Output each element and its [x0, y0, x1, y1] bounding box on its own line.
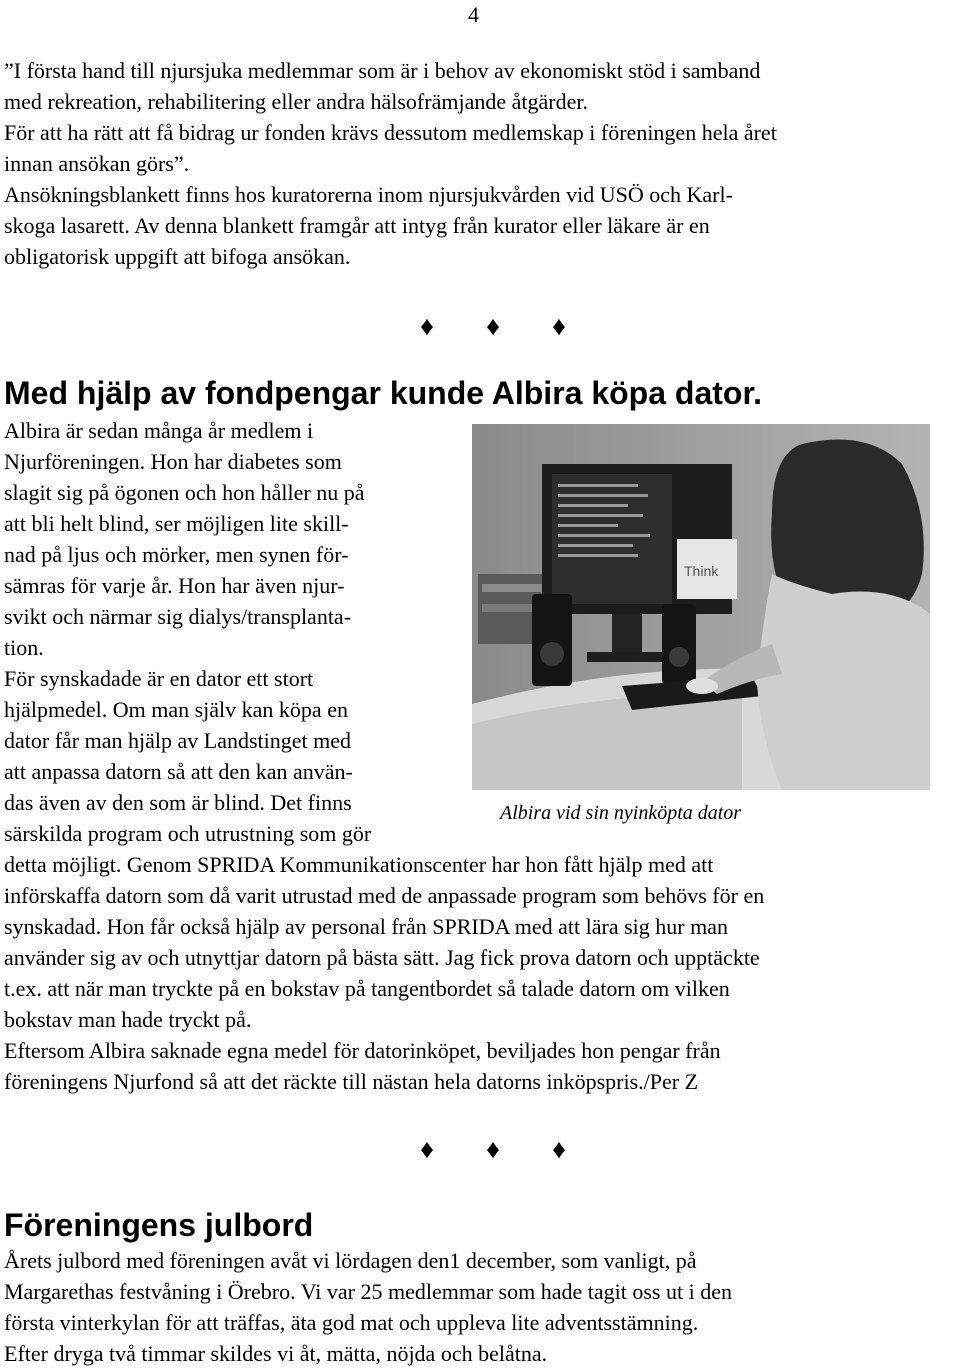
article-line: Margarethas festvåning i Örebro. Vi var 25 medlemmar som hade tagit oss ut i den [4, 1279, 732, 1304]
article-line: dator får man hjälp av Landstinget med [4, 728, 351, 753]
section-separator [394, 1134, 592, 1164]
article-line: För synskadade är en dator ett stort [4, 666, 314, 691]
diamond-icon: ♦ [552, 1134, 566, 1164]
photo-caption: Albira vid sin nyinköpta dator [500, 802, 742, 824]
intro-line: obligatorisk uppgift att bifoga ansökan. [4, 244, 351, 269]
monitor-brand-text: Think [684, 563, 719, 579]
diamond-icon: ♦ [486, 311, 500, 341]
article-line: nad på ljus och mörker, men synen för- [4, 542, 349, 567]
article-line: tion. [4, 635, 44, 660]
article-line: Årets julbord med föreningen avåt vi lördagen den1 december, som vanligt, på [4, 1248, 697, 1273]
article-line: hjälpmedel. Om man själv kan köpa en [4, 697, 348, 722]
article-line: svikt och närmar sig dialys/transplanta- [4, 604, 352, 629]
photo-illustration [472, 424, 930, 790]
photo-woman-at-computer [472, 424, 930, 790]
article-line: Efter dryga två timmar skildes vi åt, mätta, nöjda och belåtna. [4, 1341, 548, 1366]
intro-line: innan ansökan görs”. [4, 151, 190, 176]
intro-line: Ansökningsblankett finns hos kuratorerna inom njursjukvården vid USÖ och Karl- [4, 182, 733, 207]
intro-line: ”I första hand till njursjuka medlemmar som är i behov av ekonomiskt stöd i samband [4, 58, 761, 83]
article-line: att bli helt blind, ser möjligen lite skill- [4, 511, 349, 536]
article-line: Njurföreningen. Hon har diabetes som [4, 449, 342, 474]
article-heading-computer: Med hjälp av fondpengar kunde Albira köpa dator. [4, 375, 763, 411]
article-line: bokstav man hade tryckt på. [4, 1007, 252, 1032]
diamond-icon: ♦ [420, 1134, 434, 1164]
article-heading-julbord: Föreningens julbord [4, 1207, 314, 1243]
diamond-icon: ♦ [420, 311, 434, 341]
article-line: das även av den som är blind. Det finns [4, 790, 352, 815]
diamond-icon: ♦ [552, 311, 566, 341]
article-line: att anpassa datorn så att den kan använ- [4, 759, 353, 784]
article-line: slagit sig på ögonen och hon håller nu på [4, 480, 365, 505]
section-separator [394, 311, 592, 341]
article-line: första vinterkylan för att träffas, äta god mat och uppleva lite adventsstämning. [4, 1310, 699, 1335]
intro-line: skoga lasarett. Av denna blankett framgår att intyg från kurator eller läkare är en [4, 213, 710, 238]
article-line: Albira är sedan många år medlem i [4, 418, 314, 443]
diamond-icon: ♦ [486, 1134, 500, 1164]
article-line: föreningens Njurfond så att det räckte till nästan hela datorns inköpspris./Per Z [4, 1069, 699, 1094]
article-line: använder sig av och utnyttjar datorn på bästa sätt. Jag fick prova datorn och upptäckte [4, 945, 760, 970]
article-line: sämras för varje år. Hon har även njur- [4, 573, 345, 598]
page-number: 4 [468, 2, 479, 27]
article-line: synskadad. Hon får också hjälp av personal från SPRIDA med att lära sig hur man [4, 914, 728, 939]
article-line: detta möjligt. Genom SPRIDA Kommunikationscenter har hon fått hjälp med att [4, 852, 714, 877]
article-line: särskilda program och utrustning som gör [4, 821, 372, 846]
article-line: Eftersom Albira saknade egna medel för datorinköpet, beviljades hon pengar från [4, 1038, 721, 1063]
intro-line: För att ha rätt att få bidrag ur fonden krävs dessutom medlemskap i föreningen hela året [4, 120, 777, 145]
article-line: t.ex. att när man tryckte på en bokstav på tangentbordet så talade datorn om vilken [4, 976, 730, 1001]
article-line: införskaffa datorn som då varit utrustad med de anpassade program som behövs för en [4, 883, 765, 908]
intro-line: med rekreation, rehabilitering eller andra hälsofrämjande åtgärder. [4, 89, 588, 114]
